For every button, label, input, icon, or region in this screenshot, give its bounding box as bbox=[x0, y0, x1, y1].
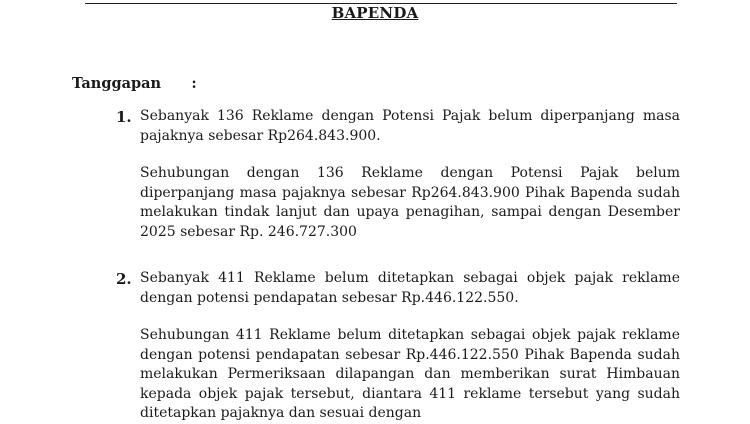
item-2-number: 2. bbox=[116, 270, 132, 288]
document-title: BAPENDA bbox=[331, 4, 419, 22]
item-1-statement: Sebanyak 136 Reklame dengan Potensi Pajak belum diperpanjang masa pajaknya sebesar Rp264.843.900. bbox=[140, 108, 680, 144]
item-2-response: Sehubungan 411 Reklame belum ditetapkan sebagai objek pajak reklame dengan potensi pendapatan sebesar Rp.446.122.550 Pihak Bapenda sudah melakukan Permeriksaan dilapangan dan memberikan surat Himbauan kepada objek pajak tersebut, diantara 411 reklame tersebut yang sudah ditetapkan pajaknya dan sesuai dengan bbox=[140, 327, 680, 421]
section-label-text: Tanggapan bbox=[72, 75, 162, 92]
section-label bbox=[72, 75, 197, 92]
section-colon: : bbox=[191, 75, 197, 92]
item-1-number: 1. bbox=[116, 108, 132, 126]
item-2-statement: Sebanyak 411 Reklame belum ditetapkan sebagai objek pajak reklame dengan potensi pendapatan sebesar Rp.446.122.550. bbox=[140, 270, 680, 306]
item-1-response: Sehubungan dengan 136 Reklame dengan Potensi Pajak belum diperpanjang masa pajaknya sebesar Rp264.843.900 Pihak Bapenda sudah melakukan tindak lanjut dan upaya penagihan, sampai dengan Desember 2025 sebesar Rp. 246.727.300 bbox=[140, 165, 680, 240]
